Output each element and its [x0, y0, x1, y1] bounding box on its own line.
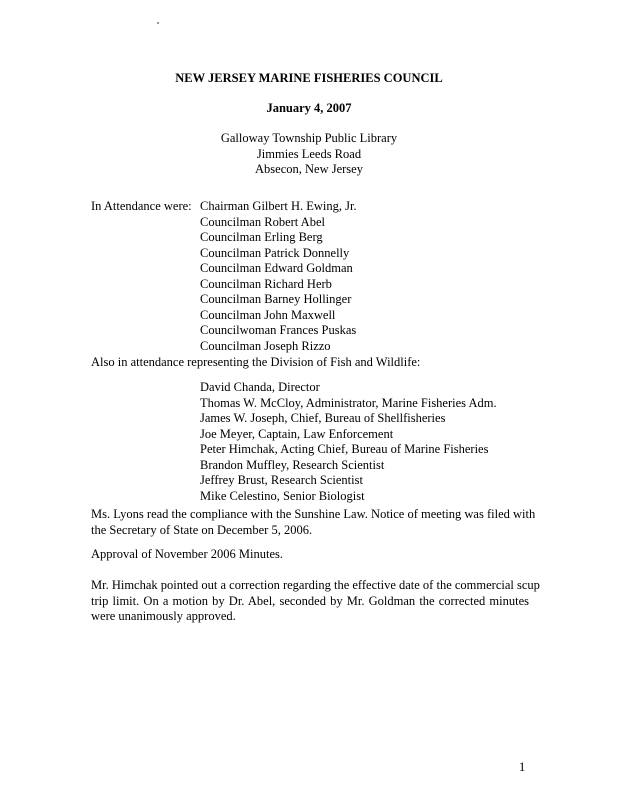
council-member: Councilman John Maxwell: [200, 307, 336, 322]
location-line: Absecon, New Jersey: [255, 162, 363, 176]
council-member: Councilman Richard Herb: [200, 276, 332, 291]
council-member: Councilman Robert Abel: [200, 214, 325, 229]
council-member: Councilwoman Frances Puskas: [200, 323, 357, 337]
paragraph-line: Approval of November 2006 Minutes.: [91, 547, 283, 561]
council-member: Councilman Edward Goldman: [200, 261, 353, 275]
division-staff-member: Brandon Muffley, Research Scientist: [200, 457, 385, 472]
paragraph-line: Mr. Himchak pointed out a correction regarding the effective date of the commercial scup: [91, 578, 540, 592]
attendance-label: In Attendance were:: [91, 199, 192, 213]
correction-paragraph: [91, 578, 540, 625]
division-intro: Also in attendance representing the Division of Fish and Wildlife:: [91, 355, 421, 369]
sunshine-law-paragraph: [91, 507, 536, 538]
council-member: Councilman Joseph Rizzo: [200, 338, 331, 353]
paragraph-line: were unanimously approved.: [91, 609, 236, 623]
council-member-list: [200, 199, 357, 354]
division-staff-member: Mike Celestino, Senior Biologist: [200, 488, 365, 503]
council-member: Councilman Erling Berg: [200, 230, 323, 244]
division-staff-member: Peter Himchak, Acting Chief, Bureau of Marine Fisheries: [200, 442, 489, 456]
division-staff-member: Thomas W. McCloy, Administrator, Marine Fisheries Adm.: [200, 395, 497, 410]
council-member: Chairman Gilbert H. Ewing, Jr.: [200, 199, 357, 213]
division-staff-list: [200, 380, 497, 504]
council-member: Councilman Barney Hollinger: [200, 292, 352, 306]
location-line: Jimmies Leeds Road: [256, 146, 362, 161]
meeting-date: January 4, 2007: [266, 101, 352, 115]
paragraph-line: trip limit. On a motion by Dr. Abel, seconded by Mr. Goldman the corrected minutes: [91, 593, 529, 608]
division-staff-member: David Chanda, Director: [200, 380, 320, 394]
scan-speck: [157, 22, 159, 24]
division-staff-member: James W. Joseph, Chief, Bureau of Shellfisheries: [200, 411, 446, 425]
location-line: Galloway Township Public Library: [220, 131, 398, 145]
paragraph-line: Ms. Lyons read the compliance with the Sunshine Law. Notice of meeting was filed with: [91, 507, 536, 521]
page-number: 1: [519, 760, 526, 774]
meeting-location: [0, 131, 618, 178]
paragraph-line: the Secretary of State on December 5, 2006.: [91, 522, 313, 537]
council-member: Councilman Patrick Donnelly: [200, 245, 350, 260]
division-staff-member: Joe Meyer, Captain, Law Enforcement: [200, 426, 394, 441]
division-staff-member: Jeffrey Brust, Research Scientist: [200, 473, 363, 487]
document-title: NEW JERSEY MARINE FISHERIES COUNCIL: [175, 71, 443, 85]
minutes-approval-paragraph: [91, 547, 529, 563]
